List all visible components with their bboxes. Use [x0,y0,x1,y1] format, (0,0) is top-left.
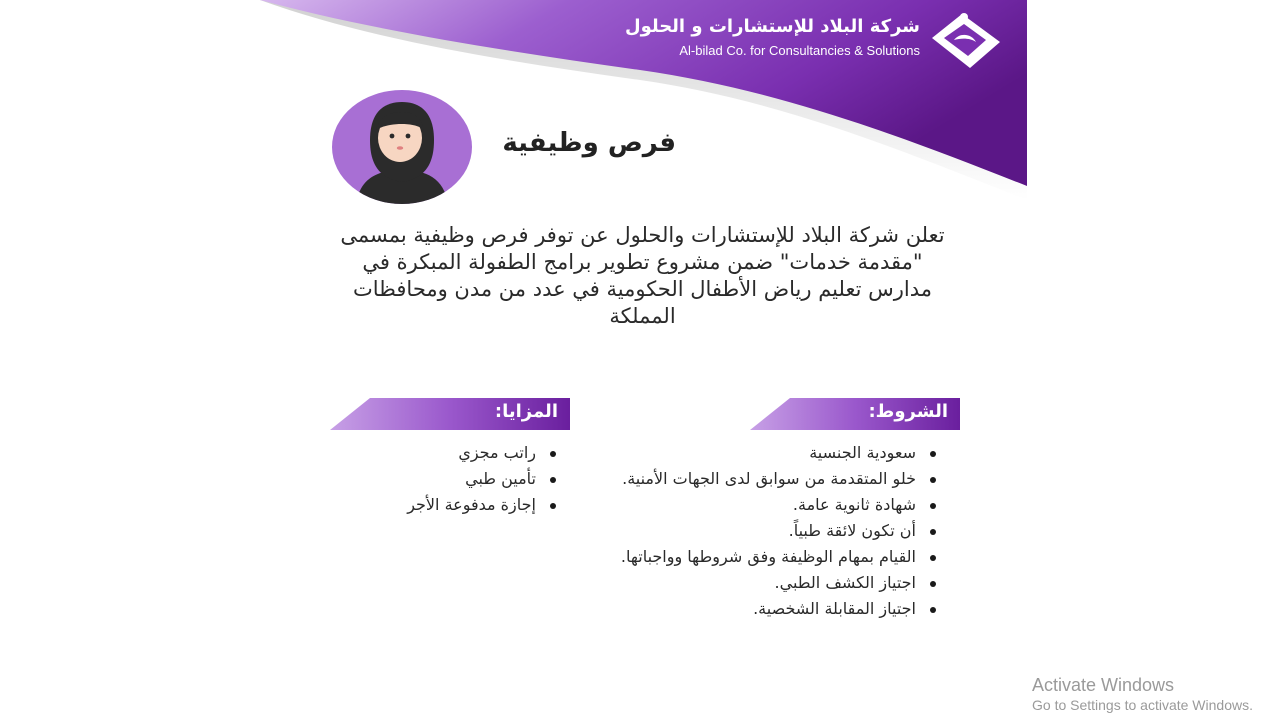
list-item: خلو المتقدمة من سوابق لدى الجهات الأمنية. [600,466,940,492]
advantages-list [350,440,560,518]
woman-hijab-avatar-icon [332,90,472,204]
conditions-heading-ribbon [750,398,960,430]
intro-paragraph: تعلن شركة البلاد للإستشارات والحلول عن توفر فرص وظيفية بمسمى "مقدمة خدمات" ضمن مشروع تطوير برامج الطفولة المبكرة في مدارس تعليم رياض الأطفال الحكومية في عدد من مدن ومحافظات المملكة [340,223,945,328]
list-item: اجتياز الكشف الطبي. [600,570,940,596]
list-item: سعودية الجنسية [600,440,940,466]
bullet-icon [930,607,936,613]
page-title: فرص وظيفية [502,128,676,158]
list-item: القيام بمهام الوظيفة وفق شروطها وواجباتها. [600,544,940,570]
list-item: تأمين طبي [350,466,560,492]
bullet-icon [550,477,556,483]
list-item: إجازة مدفوعة الأجر [350,492,560,518]
bullet-icon [930,477,936,483]
list-item: اجتياز المقابلة الشخصية. [600,596,940,622]
albilad-logo-icon [926,8,1004,72]
bullet-icon [550,503,556,509]
bullet-icon [930,581,936,587]
bullet-icon [930,529,936,535]
watermark-subtitle: Go to Settings to activate Windows. [1032,697,1253,713]
activate-windows-watermark [1032,674,1280,714]
company-name-arabic: شركة البلاد للإستشارات و الحلول [624,16,920,37]
job-poster [260,0,1027,720]
bullet-icon [930,555,936,561]
list-item: أن تكون لائقة طبياً. [600,518,940,544]
list-item: راتب مجزي [350,440,560,466]
bullet-icon [930,451,936,457]
bullet-icon [550,451,556,457]
conditions-heading: الشروط: [868,401,948,422]
watermark-title: Activate Windows [1032,675,1175,695]
advantages-heading-ribbon [330,398,570,430]
advantages-heading: المزايا: [494,401,558,422]
list-item: شهادة ثانوية عامة. [600,492,940,518]
company-name-english: Al-bilad Co. for Consultancies & Solutions [679,43,920,58]
bullet-icon [930,503,936,509]
conditions-list [600,440,940,622]
